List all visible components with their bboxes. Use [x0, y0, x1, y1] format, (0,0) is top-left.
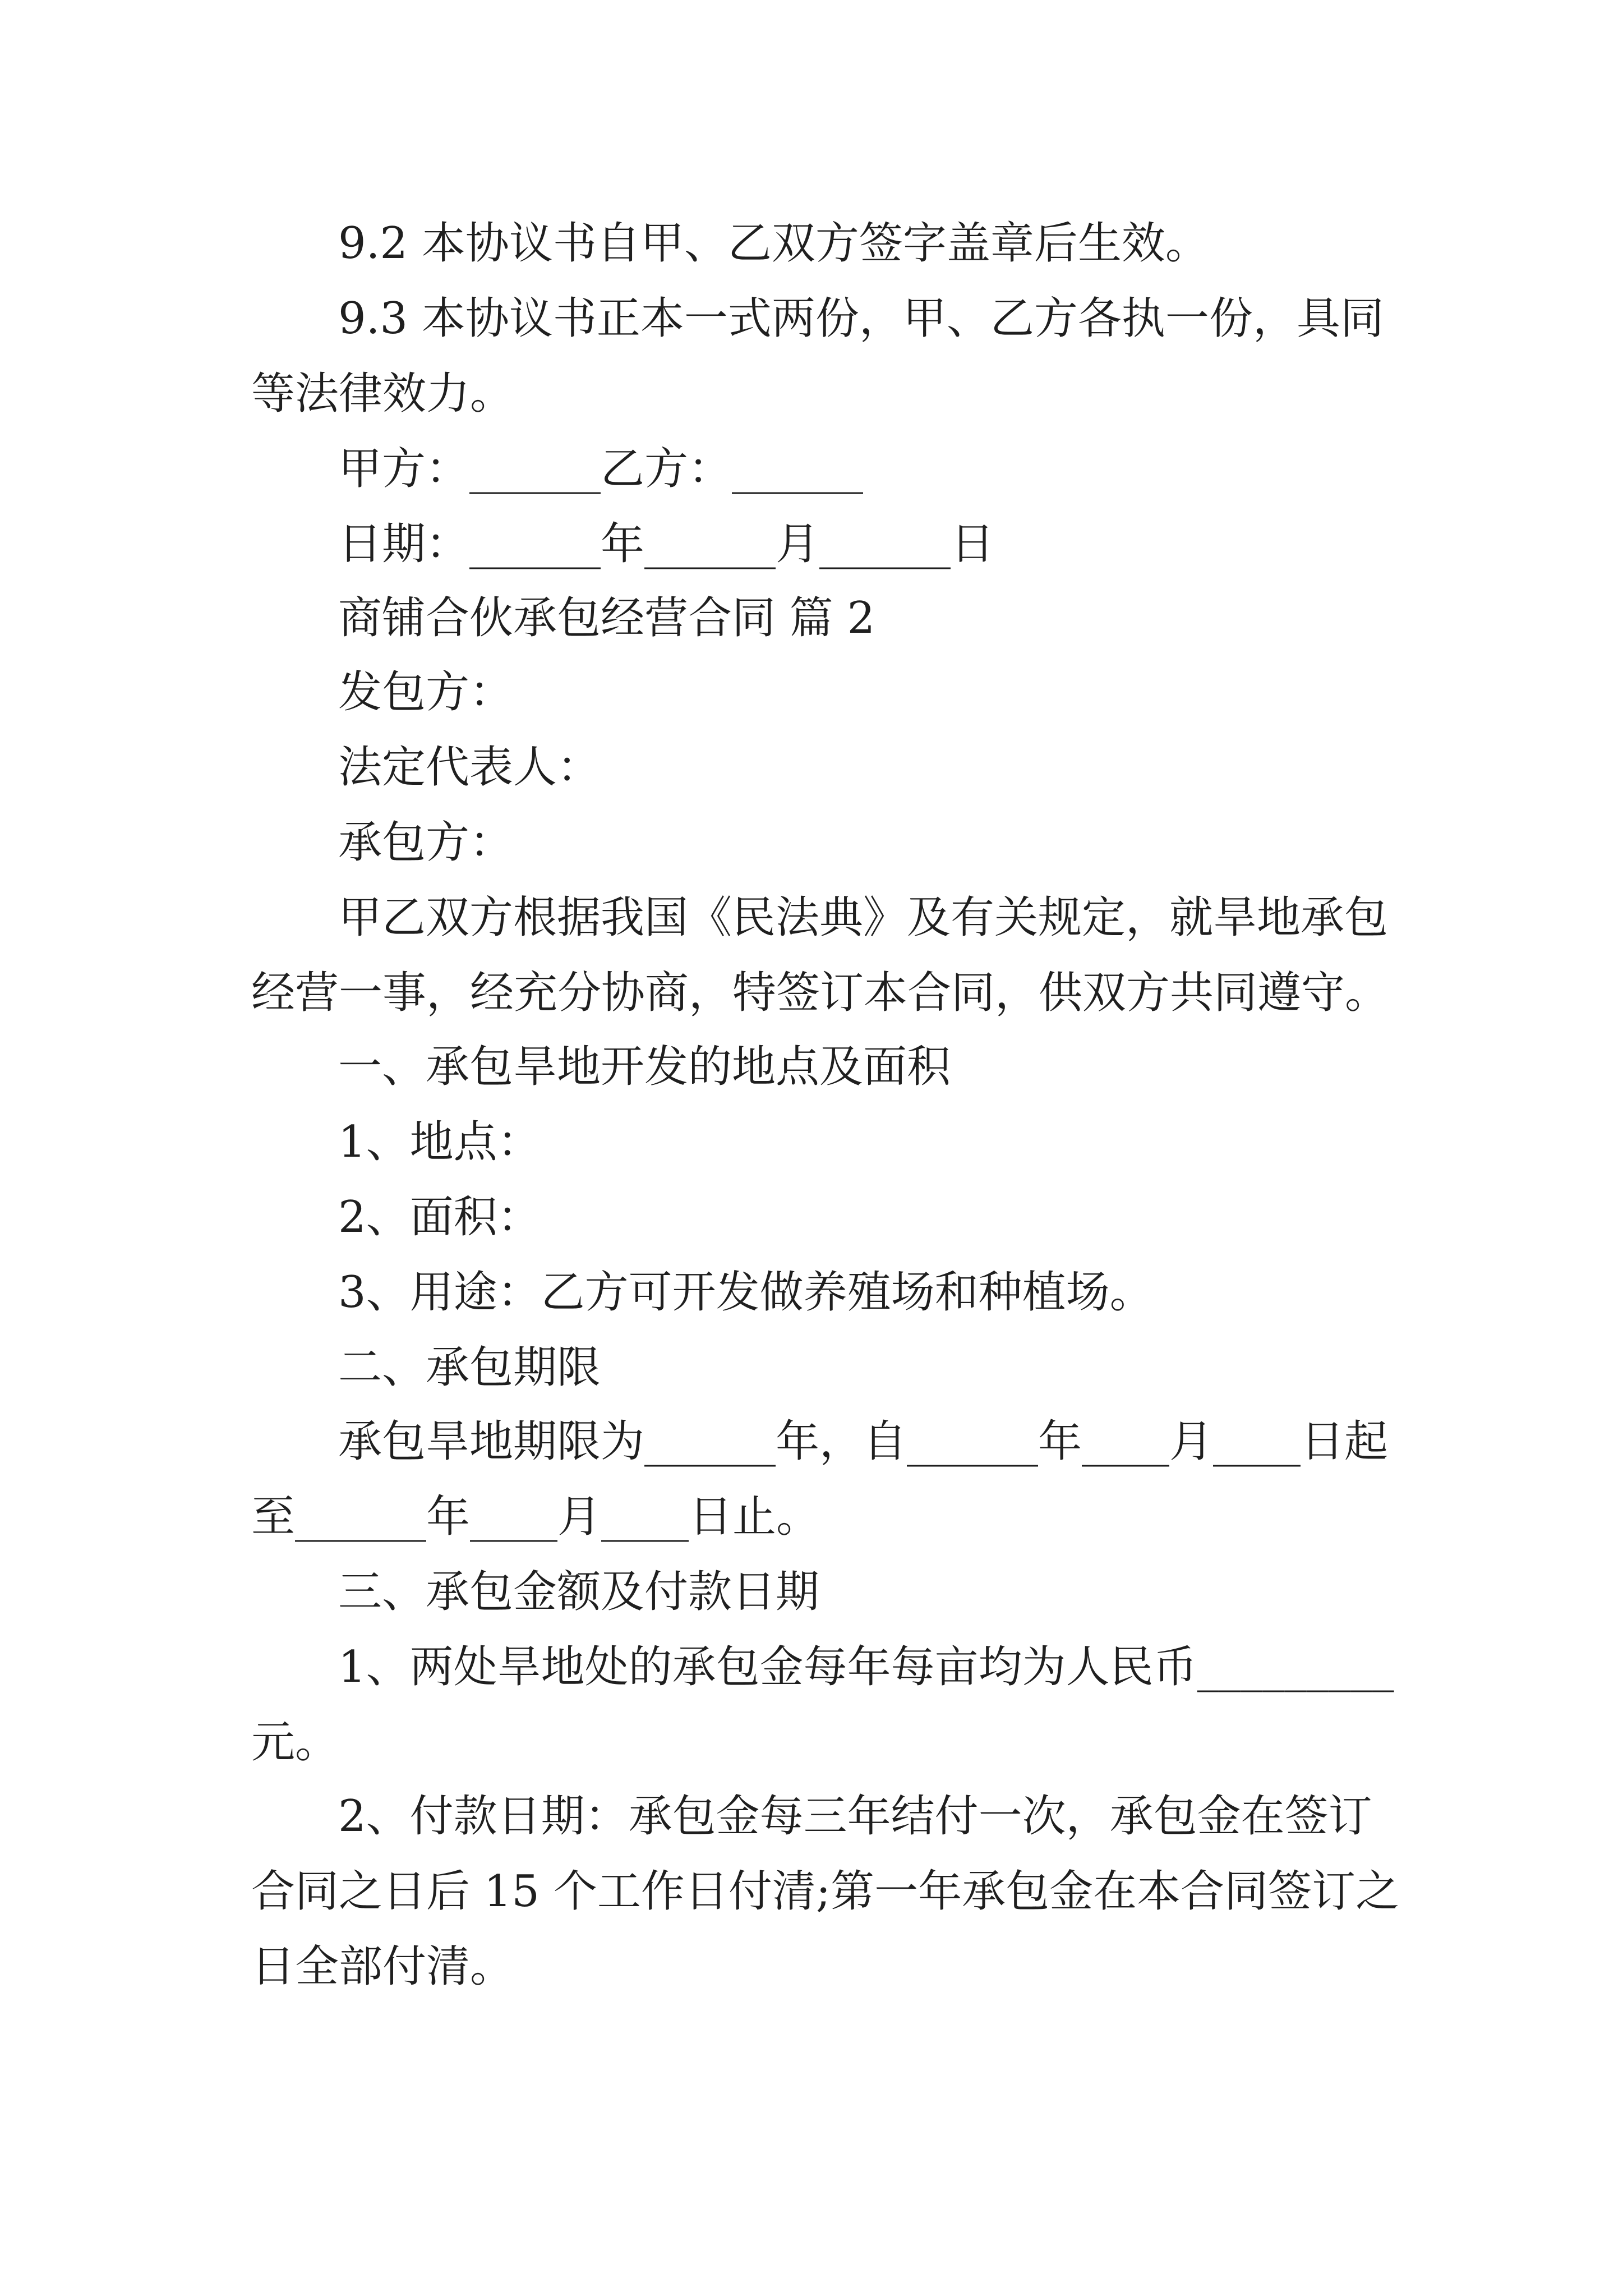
term-continued: 至______年____月____日止。	[251, 1492, 820, 1542]
payment-date-continued-1: 合同之日后 15 个工作日付清;第一年承包金在本合同签订之	[251, 1866, 1400, 1917]
item-purpose: 3、用途：乙方可开发做养殖场和种植场。	[338, 1267, 1154, 1318]
contractor-label: 承包方：	[338, 817, 514, 868]
term-paragraph: 承包旱地期限为______年，自______年____月____日起	[338, 1416, 1389, 1467]
payment-date-paragraph: 2、付款日期：承包金每三年结付一次，承包金在签订	[338, 1791, 1372, 1842]
signature-parties-line: 甲方：______乙方：______	[338, 444, 864, 494]
clause-9-3: 9.3 本协议书正本一式两份，甲、乙方各执一份，具同	[338, 293, 1384, 344]
legal-representative-label: 法定代表人：	[338, 742, 601, 793]
heading-term: 二、承包期限	[338, 1342, 601, 1393]
clause-9-3-continued: 等法律效力。	[251, 369, 514, 419]
section-title-part-2: 商铺合伙承包经营合同 篇 2	[338, 593, 875, 643]
payment-date-continued-2: 日全部付清。	[251, 1941, 514, 1992]
clause-9-2: 9.2 本协议书自甲、乙双方签字盖章后生效。	[338, 218, 1209, 269]
amount-paragraph: 1、两处旱地处的承包金每年每亩均为人民币_________	[338, 1642, 1394, 1692]
item-area: 2、面积：	[338, 1192, 541, 1243]
item-location: 1、地点：	[338, 1117, 541, 1167]
preamble-continued: 经营一事，经充分协商，特签订本合同，供双方共同遵守。	[251, 968, 1389, 1018]
contracting-party-label: 发包方：	[338, 667, 514, 717]
heading-location-area: 一、承包旱地开发的地点及面积	[338, 1042, 951, 1092]
signature-date-line: 日期：______年______月______日	[338, 519, 995, 569]
preamble-paragraph: 甲乙双方根据我国《民法典》及有关规定，就旱地承包	[338, 892, 1389, 943]
amount-continued: 元。	[251, 1717, 339, 1768]
heading-amount-payment: 三、承包金额及付款日期	[338, 1567, 820, 1617]
